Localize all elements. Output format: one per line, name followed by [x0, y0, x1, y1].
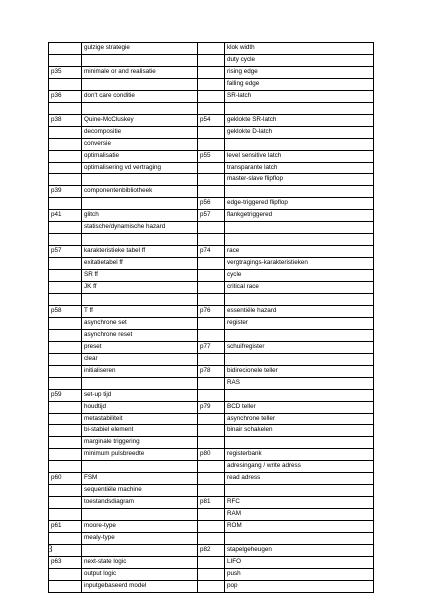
- page-ref-right-cell: [198, 473, 225, 485]
- page-ref-right-cell: [198, 413, 225, 425]
- term-right-cell: edge-triggered flipflop: [225, 198, 374, 210]
- page-ref-left-cell: [49, 234, 82, 246]
- page-ref-right-cell: [198, 54, 225, 66]
- table-row: [49, 544, 374, 556]
- page-ref-right-cell: [198, 556, 225, 568]
- page-ref-right-cell: p81: [198, 497, 225, 509]
- term-left-cell: don't care conditie: [82, 90, 198, 102]
- term-left-cell: [82, 102, 198, 114]
- table-row: [49, 425, 374, 437]
- term-right-cell: [225, 234, 374, 246]
- table-row: [49, 461, 374, 473]
- page-ref-left-cell: [49, 568, 82, 580]
- table-row: [49, 78, 374, 90]
- term-right-cell: binair schakelen: [225, 425, 374, 437]
- page-ref-left-cell: [49, 437, 82, 449]
- page-ref-right-cell: [198, 138, 225, 150]
- page-ref-left-cell: p35: [49, 66, 82, 78]
- term-right-cell: [225, 329, 374, 341]
- term-right-cell: critical race: [225, 282, 374, 294]
- table-row: [49, 270, 374, 282]
- table-row: [49, 90, 374, 102]
- table-row: [49, 234, 374, 246]
- table-row: [49, 365, 374, 377]
- table-row: [49, 210, 374, 222]
- table-row: [49, 174, 374, 186]
- page-ref-left-cell: [49, 544, 82, 556]
- page-ref-right-cell: p56: [198, 198, 225, 210]
- table-row: [49, 413, 374, 425]
- page-ref-right-cell: [198, 580, 225, 592]
- term-left-cell: JK ff: [82, 282, 198, 294]
- term-right-cell: [225, 102, 374, 114]
- term-right-cell: push: [225, 568, 374, 580]
- table-row: [49, 353, 374, 365]
- term-left-cell: output logic: [82, 568, 198, 580]
- page-ref-right-cell: [198, 186, 225, 198]
- term-right-cell: BCD teller: [225, 401, 374, 413]
- term-right-cell: adresingang / write adress: [225, 461, 374, 473]
- page-ref-right-cell: [198, 126, 225, 138]
- term-left-cell: clear: [82, 353, 198, 365]
- term-right-cell: geklokte D-latch: [225, 126, 374, 138]
- page-ref-right-cell: p76: [198, 305, 225, 317]
- table-row: [49, 138, 374, 150]
- page-ref-right-cell: [198, 568, 225, 580]
- term-left-cell: minimum pulsbreedte: [82, 449, 198, 461]
- term-right-cell: SR-latch: [225, 90, 374, 102]
- term-left-cell: [82, 54, 198, 66]
- page-ref-right-cell: [198, 317, 225, 329]
- term-left-cell: optimalisatie: [82, 150, 198, 162]
- page-ref-left-cell: p57: [49, 246, 82, 258]
- page-ref-left-cell: [49, 533, 82, 545]
- term-left-cell: [82, 377, 198, 389]
- page-ref-right-cell: [198, 533, 225, 545]
- table-row: [49, 246, 374, 258]
- page-ref-left-cell: [49, 377, 82, 389]
- page-ref-left-cell: [49, 401, 82, 413]
- page-ref-left-cell: p58: [49, 305, 82, 317]
- page-ref-right-cell: [198, 90, 225, 102]
- table-row: [49, 473, 374, 485]
- table-row: [49, 533, 374, 545]
- page-ref-right-cell: [198, 293, 225, 305]
- table-row: [49, 341, 374, 353]
- page-ref-left-cell: p36: [49, 90, 82, 102]
- page-ref-left-cell: [49, 485, 82, 497]
- term-right-cell: [225, 485, 374, 497]
- table-row: [49, 222, 374, 234]
- page-ref-left-cell: p61: [49, 521, 82, 533]
- term-left-cell: moore-type: [82, 521, 198, 533]
- table-row: [49, 43, 374, 55]
- page-ref-left-cell: [49, 580, 82, 592]
- page-ref-right-cell: [198, 353, 225, 365]
- page-ref-right-cell: [198, 270, 225, 282]
- page-ref-right-cell: [198, 461, 225, 473]
- term-right-cell: pop: [225, 580, 374, 592]
- page-ref-left-cell: p39: [49, 186, 82, 198]
- page-ref-left-cell: [49, 317, 82, 329]
- page-ref-left-cell: [49, 293, 82, 305]
- index-table: [48, 42, 374, 593]
- table-row: [49, 126, 374, 138]
- page-ref-right-cell: p57: [198, 210, 225, 222]
- table-row: [49, 568, 374, 580]
- term-right-cell: LIFO: [225, 556, 374, 568]
- term-left-cell: next-state logic: [82, 556, 198, 568]
- page-ref-left-cell: [49, 198, 82, 210]
- page-ref-right-cell: [198, 509, 225, 521]
- page-ref-right-cell: [198, 425, 225, 437]
- page-ref-left-cell: [49, 126, 82, 138]
- term-left-cell: conversie: [82, 138, 198, 150]
- table-row: [49, 556, 374, 568]
- table-row: [49, 293, 374, 305]
- term-right-cell: registerbank: [225, 449, 374, 461]
- page-ref-right-cell: p54: [198, 114, 225, 126]
- page-ref-left-cell: [49, 353, 82, 365]
- page-ref-left-cell: [49, 54, 82, 66]
- term-left-cell: decompositie: [82, 126, 198, 138]
- term-left-cell: [82, 461, 198, 473]
- term-left-cell: [82, 544, 198, 556]
- term-right-cell: falling edge: [225, 78, 374, 90]
- term-left-cell: toestandsdiagram: [82, 497, 198, 509]
- term-left-cell: inputgebaseerd model: [82, 580, 198, 592]
- term-right-cell: transparante latch: [225, 162, 374, 174]
- term-left-cell: asynchrone reset: [82, 329, 198, 341]
- page-ref-left-cell: [49, 509, 82, 521]
- term-left-cell: sequentiële machine: [82, 485, 198, 497]
- page-ref-right-cell: [198, 43, 225, 55]
- page-ref-right-cell: [198, 485, 225, 497]
- term-left-cell: bi-stabiel element: [82, 425, 198, 437]
- term-left-cell: T ff: [82, 305, 198, 317]
- page-number: 3: [48, 544, 53, 554]
- table-row: [49, 102, 374, 114]
- term-left-cell: [82, 293, 198, 305]
- term-right-cell: [225, 533, 374, 545]
- page-ref-left-cell: p41: [49, 210, 82, 222]
- term-right-cell: ROM: [225, 521, 374, 533]
- term-right-cell: [225, 293, 374, 305]
- page-ref-right-cell: [198, 389, 225, 401]
- term-right-cell: flankgetriggered: [225, 210, 374, 222]
- term-right-cell: bidirecionele teller: [225, 365, 374, 377]
- term-right-cell: race: [225, 246, 374, 258]
- term-right-cell: RAM: [225, 509, 374, 521]
- page-ref-right-cell: p79: [198, 401, 225, 413]
- page-ref-left-cell: [49, 258, 82, 270]
- page-ref-left-cell: [49, 497, 82, 509]
- term-right-cell: [225, 389, 374, 401]
- term-left-cell: mealy-type: [82, 533, 198, 545]
- page-ref-left-cell: [49, 102, 82, 114]
- term-left-cell: [82, 198, 198, 210]
- page-ref-left-cell: [49, 162, 82, 174]
- page-ref-left-cell: [49, 425, 82, 437]
- term-right-cell: duty cycle: [225, 54, 374, 66]
- term-left-cell: set-up tijd: [82, 389, 198, 401]
- page-ref-right-cell: [198, 282, 225, 294]
- page-ref-left-cell: p38: [49, 114, 82, 126]
- page-ref-left-cell: [49, 329, 82, 341]
- term-right-cell: vergtragings-karakteristieken: [225, 258, 374, 270]
- page-ref-right-cell: [198, 437, 225, 449]
- page-ref-right-cell: [198, 174, 225, 186]
- term-right-cell: master-slave flipflop: [225, 174, 374, 186]
- page-ref-left-cell: p60: [49, 473, 82, 485]
- term-right-cell: schuifregister: [225, 341, 374, 353]
- term-right-cell: [225, 437, 374, 449]
- page-ref-left-cell: [49, 461, 82, 473]
- page-ref-left-cell: [49, 270, 82, 282]
- table-row: [49, 282, 374, 294]
- term-right-cell: asynchrone teller: [225, 413, 374, 425]
- term-left-cell: gulzige strategie: [82, 43, 198, 55]
- table-row: [49, 521, 374, 533]
- page-ref-right-cell: [198, 162, 225, 174]
- spreadsheet: [48, 42, 373, 593]
- term-left-cell: houdtijd: [82, 401, 198, 413]
- table-row: [49, 258, 374, 270]
- table-row: [49, 449, 374, 461]
- table-row: [49, 401, 374, 413]
- table-row: [49, 497, 374, 509]
- page-ref-right-cell: [198, 234, 225, 246]
- page-ref-right-cell: [198, 258, 225, 270]
- term-right-cell: level sensitive latch: [225, 150, 374, 162]
- table-row: [49, 485, 374, 497]
- term-right-cell: [225, 186, 374, 198]
- term-left-cell: glitch: [82, 210, 198, 222]
- table-row: [49, 377, 374, 389]
- table-row: [49, 305, 374, 317]
- table-row: [49, 66, 374, 78]
- page-ref-right-cell: p55: [198, 150, 225, 162]
- page-ref-right-cell: [198, 521, 225, 533]
- term-right-cell: [225, 222, 374, 234]
- page-ref-right-cell: [198, 66, 225, 78]
- term-right-cell: klok width: [225, 43, 374, 55]
- table-row: [49, 150, 374, 162]
- table-row: [49, 329, 374, 341]
- page-ref-left-cell: p59: [49, 389, 82, 401]
- term-left-cell: minimale or and realisatie: [82, 66, 198, 78]
- page-ref-right-cell: p78: [198, 365, 225, 377]
- page-ref-left-cell: [49, 43, 82, 55]
- page-ref-left-cell: [49, 413, 82, 425]
- page-ref-left-cell: [49, 150, 82, 162]
- term-left-cell: metastabiliteit: [82, 413, 198, 425]
- table-row: [49, 114, 374, 126]
- page-ref-left-cell: [49, 174, 82, 186]
- page-ref-right-cell: p74: [198, 246, 225, 258]
- term-left-cell: optimalisering vd vertraging: [82, 162, 198, 174]
- term-right-cell: rising edge: [225, 66, 374, 78]
- table-row: [49, 162, 374, 174]
- term-right-cell: read adress: [225, 473, 374, 485]
- page-ref-right-cell: [198, 377, 225, 389]
- term-right-cell: RFC: [225, 497, 374, 509]
- term-left-cell: [82, 78, 198, 90]
- table-row: [49, 317, 374, 329]
- term-left-cell: [82, 174, 198, 186]
- term-right-cell: geklokte SR-latch: [225, 114, 374, 126]
- term-left-cell: initialiseren: [82, 365, 198, 377]
- term-left-cell: asynchrone set: [82, 317, 198, 329]
- term-right-cell: [225, 353, 374, 365]
- page-ref-left-cell: [49, 222, 82, 234]
- page-ref-left-cell: [49, 282, 82, 294]
- page-ref-left-cell: p63: [49, 556, 82, 568]
- page-ref-left-cell: [49, 365, 82, 377]
- page-ref-right-cell: [198, 78, 225, 90]
- term-right-cell: cycle: [225, 270, 374, 282]
- term-right-cell: essentiële hazard: [225, 305, 374, 317]
- term-right-cell: RAS: [225, 377, 374, 389]
- page-ref-right-cell: [198, 329, 225, 341]
- page-ref-right-cell: p77: [198, 341, 225, 353]
- table-row: [49, 509, 374, 521]
- term-left-cell: [82, 509, 198, 521]
- page-ref-left-cell: [49, 138, 82, 150]
- page-ref-left-cell: [49, 341, 82, 353]
- term-left-cell: componentenbibliotheek: [82, 186, 198, 198]
- page-ref-right-cell: p80: [198, 449, 225, 461]
- term-right-cell: register: [225, 317, 374, 329]
- term-left-cell: preset: [82, 341, 198, 353]
- table-row: [49, 580, 374, 592]
- table-row: [49, 198, 374, 210]
- term-left-cell: Quine-McCluskey: [82, 114, 198, 126]
- page-ref-right-cell: p82: [198, 544, 225, 556]
- page-ref-right-cell: [198, 222, 225, 234]
- table-row: [49, 389, 374, 401]
- term-left-cell: marginale triggering: [82, 437, 198, 449]
- term-right-cell: [225, 138, 374, 150]
- term-left-cell: SR ff: [82, 270, 198, 282]
- page-ref-left-cell: [49, 449, 82, 461]
- table-row: [49, 54, 374, 66]
- page-ref-left-cell: [49, 78, 82, 90]
- table-row: [49, 186, 374, 198]
- term-left-cell: statische/dynamische hazard: [82, 222, 198, 234]
- term-left-cell: exitatietabel ff: [82, 258, 198, 270]
- term-right-cell: stapelgeheugen: [225, 544, 374, 556]
- table-row: [49, 437, 374, 449]
- term-left-cell: karakteristieke tabel ff: [82, 246, 198, 258]
- term-left-cell: [82, 234, 198, 246]
- page-ref-right-cell: [198, 102, 225, 114]
- term-left-cell: FSM: [82, 473, 198, 485]
